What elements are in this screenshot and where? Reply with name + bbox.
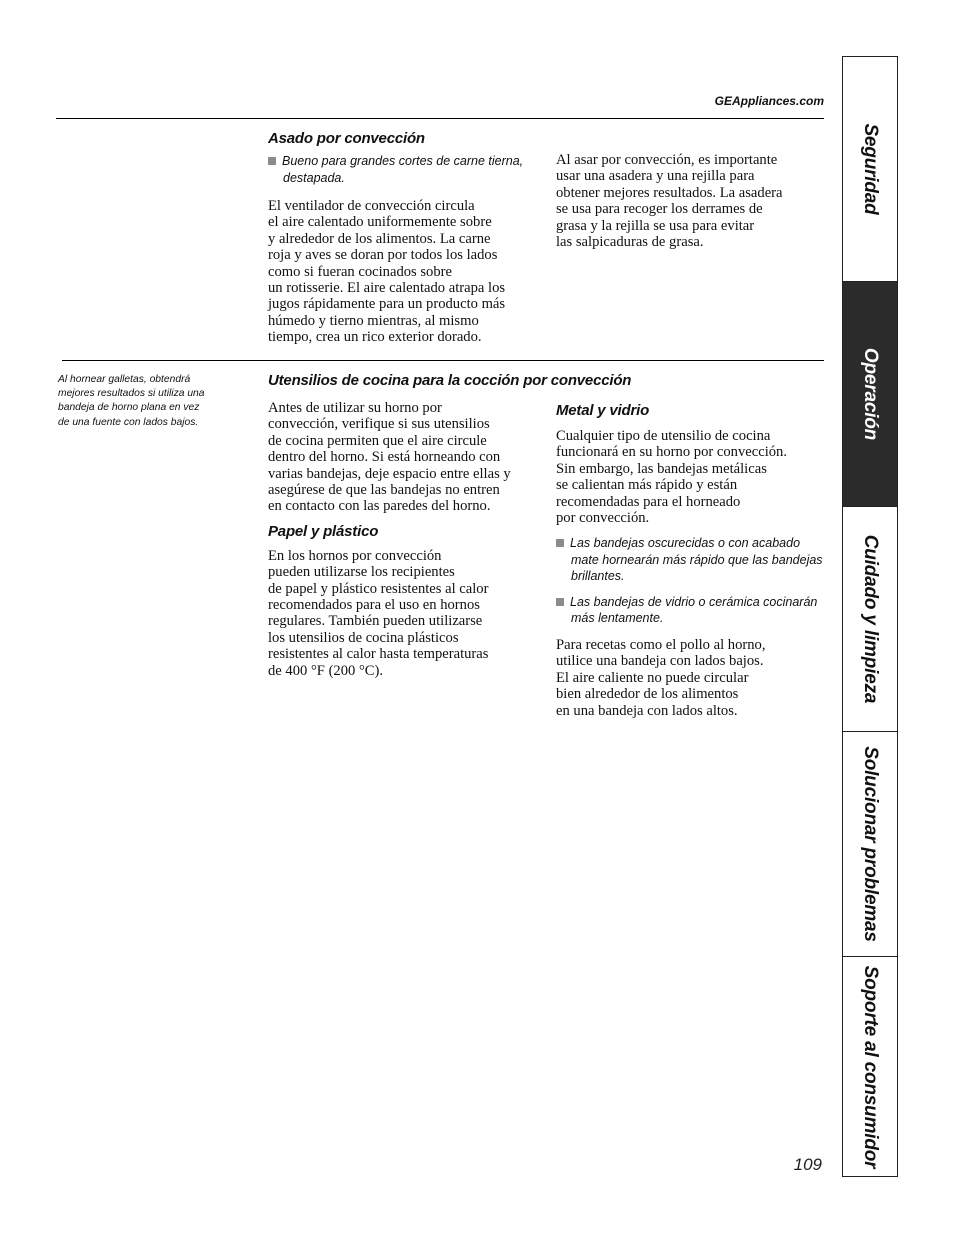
bullet-line: destapada. bbox=[283, 170, 345, 185]
cookware-intro bbox=[268, 400, 538, 515]
convection-roast-bullet bbox=[268, 153, 538, 186]
tab-label: Seguridad bbox=[860, 123, 881, 215]
text-line: el aire calentado uniformemente sobre bbox=[268, 214, 492, 231]
text-line: recomendados para el uso en hornos bbox=[268, 597, 480, 614]
side-note-line: mejores resultados si utiliza una bbox=[58, 388, 205, 400]
metal-glass-title: Metal y vidrio bbox=[556, 402, 650, 419]
section-tabs bbox=[842, 56, 898, 1177]
convection-roast-paragraph bbox=[268, 198, 538, 346]
header-url: GEAppliances.com bbox=[714, 94, 824, 108]
tab-seguridad[interactable] bbox=[843, 57, 897, 282]
convection-roast-right-paragraph bbox=[556, 152, 821, 250]
metal-glass-paragraph bbox=[556, 428, 824, 526]
text-line: funcionará en su horno por convección. bbox=[556, 444, 787, 461]
text-line: grasa y la rejilla se usa para evitar bbox=[556, 217, 755, 234]
tab-soporte-al-consumidor[interactable] bbox=[843, 957, 897, 1176]
text-line: Para recetas como el pollo al horno, bbox=[556, 636, 766, 653]
text-line: se calientan más rápido y están bbox=[556, 477, 738, 494]
text-line: en contacto con las paredes del horno. bbox=[268, 498, 491, 515]
page-number: 109 bbox=[793, 1155, 822, 1174]
text-line: en una bandeja con lados altos. bbox=[556, 702, 738, 719]
tab-operacion[interactable] bbox=[843, 282, 897, 507]
tab-cuidado-y-limpieza[interactable] bbox=[843, 507, 897, 732]
bullet-square-icon bbox=[556, 539, 564, 547]
cookware-title: Utensilios de cocina para la cocción por convección bbox=[268, 372, 632, 389]
text-line: de cocina permiten que el aire circule bbox=[268, 432, 487, 449]
convection-roast-left-column bbox=[268, 130, 538, 346]
side-note bbox=[58, 373, 248, 430]
side-note-line: de una fuente con lados bajos. bbox=[58, 416, 199, 428]
text-line: y alrededor de los alimentos. La carne bbox=[268, 230, 491, 247]
side-note-line: bandeja de horno plana en vez bbox=[58, 402, 200, 414]
cookware-section-title-wrap bbox=[268, 372, 818, 389]
text-line: asegúrese de que las bandejas no entren bbox=[268, 482, 500, 499]
convection-roast-title: Asado por convección bbox=[268, 130, 425, 147]
text-line: recomendadas para el horneado bbox=[556, 493, 741, 510]
closing-paragraph bbox=[556, 637, 824, 719]
text-line: Sin embargo, las bandejas metálicas bbox=[556, 460, 767, 477]
text-line: resistentes al calor hasta temperaturas bbox=[268, 646, 489, 663]
text-line: utilice una bandeja con lados bajos. bbox=[556, 653, 764, 670]
text-line: un rotisserie. El aire calentado atrapa los bbox=[268, 280, 506, 297]
text-line: varias bandejas, deje espacio entre ellas y bbox=[268, 465, 511, 482]
text-line: las salpicaduras de grasa. bbox=[556, 234, 704, 251]
text-line: tiempo, crea un rico exterior dorado. bbox=[268, 329, 482, 346]
tab-solucionar-problemas[interactable] bbox=[843, 732, 897, 957]
text-line: roja y aves se doran por todos los lados bbox=[268, 247, 498, 264]
tab-label: Operación bbox=[860, 347, 881, 441]
text-line: de 400 °F (200 °C). bbox=[268, 662, 384, 679]
top-divider bbox=[56, 118, 824, 119]
tab-label: Soporte al consumidor bbox=[860, 965, 881, 1168]
bullet-square-icon bbox=[268, 157, 276, 165]
text-line: Antes de utilizar su horno por bbox=[268, 400, 442, 416]
metal-bullet-1 bbox=[556, 535, 824, 585]
text-line: jugos rápidamente para un producto más bbox=[268, 296, 506, 313]
bullet-line: brillantes. bbox=[571, 569, 625, 584]
bullet-line: Las bandejas oscurecidas o con acabado bbox=[570, 536, 801, 551]
text-line: se usa para recoger los derrames de bbox=[556, 201, 763, 218]
paper-plastic-title: Papel y plástico bbox=[268, 522, 379, 540]
bullet-line: mate hornearán más rápido que las bandejas bbox=[571, 552, 823, 567]
bullet-line: Bueno para grandes cortes de carne tierna, bbox=[282, 154, 524, 168]
tab-label: Cuidado y limpieza bbox=[860, 534, 881, 704]
text-line: pueden utilizarse los recipientes bbox=[268, 564, 455, 581]
text-line: los utensilios de cocina plásticos bbox=[268, 629, 459, 646]
text-line: Al asar por convección, es importante bbox=[556, 152, 778, 168]
text-line: por convección. bbox=[556, 510, 650, 527]
paper-plastic-paragraph bbox=[268, 548, 538, 679]
text-line: obtener mejores resultados. La asadera bbox=[556, 184, 783, 201]
bullet-square-icon bbox=[556, 598, 564, 606]
text-line: usar una asadera y una rejilla para bbox=[556, 168, 755, 185]
text-line: convección, verifique si sus utensilios bbox=[268, 416, 490, 433]
text-line: de papel y plástico resistentes al calor bbox=[268, 580, 489, 597]
text-line: El aire caliente no puede circular bbox=[556, 669, 749, 686]
text-line: En los hornos por convección bbox=[268, 547, 442, 564]
text-line: regulares. También pueden utilizarse bbox=[268, 613, 483, 630]
text-line: bien alrededor de los alimentos bbox=[556, 686, 739, 703]
cookware-left-column bbox=[268, 400, 538, 679]
tab-label: Solucionar problemas bbox=[860, 746, 881, 942]
bullet-line: más lentamente. bbox=[571, 611, 664, 626]
metal-bullet-2 bbox=[556, 594, 824, 627]
section-divider bbox=[62, 360, 824, 361]
cookware-right-column bbox=[556, 402, 824, 719]
convection-roast-right-column bbox=[556, 152, 821, 250]
text-line: dentro del horno. Si está horneando con bbox=[268, 449, 501, 466]
text-line: húmedo y tierno mientras, al mismo bbox=[268, 312, 479, 329]
bullet-line: Las bandejas de vidrio o cerámica cocinarán bbox=[570, 594, 818, 609]
text-line: Cualquier tipo de utensilio de cocina bbox=[556, 428, 771, 444]
text-line: El ventilador de convección circula bbox=[268, 198, 475, 214]
text-line: como si fueran cocinados sobre bbox=[268, 263, 452, 280]
side-note-line: Al hornear galletas, obtendrá bbox=[58, 374, 191, 385]
